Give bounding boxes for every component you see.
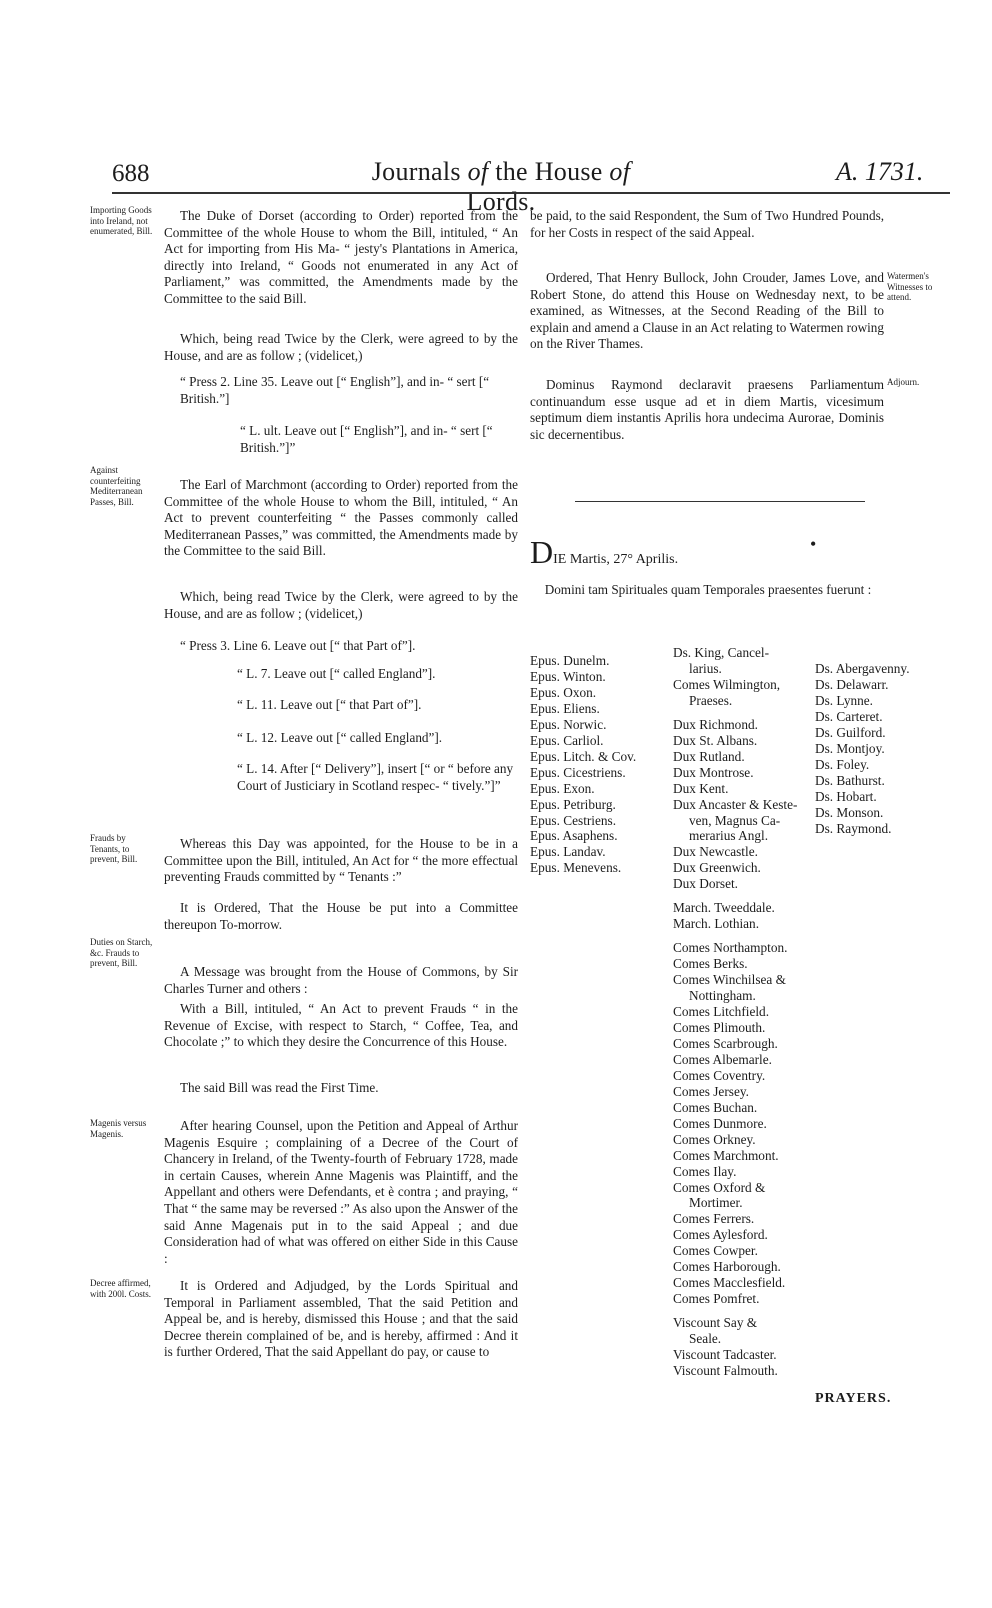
duties-read: The said Bill was read the First Time. <box>180 1080 379 1095</box>
importing-read: Which, being read Twice by the Clerk, were agreed to by the House, and are as follow ; (videlicet,) <box>164 331 518 363</box>
attendance-entry: Dux Ancaster & Keste- <box>673 796 798 812</box>
attendance-entry: Comes Harborough. <box>673 1259 781 1275</box>
attendance-entry: Comes Northampton. <box>673 940 788 956</box>
attendance-entry: March. Lothian. <box>673 916 760 932</box>
attendance-entry: Ds. Delawarr. <box>815 676 889 692</box>
attendance-entry: Epus. Asaphens. <box>530 828 618 844</box>
attendance-entry: Comes Berks. <box>673 956 748 972</box>
attendance-entry: Dux Dorset. <box>673 876 738 892</box>
attendance-entry: Ds. Monson. <box>815 804 884 820</box>
drop-cap: D <box>530 534 554 570</box>
attendance-entry: Dux Greenwich. <box>673 860 761 876</box>
attendance-entry: Ds. Foley. <box>815 756 870 772</box>
attendance-entry: Epus. Oxon. <box>530 684 597 700</box>
attendance-entry: Ds. King, Cancel- <box>673 645 770 660</box>
attendance-entry <box>673 1307 813 1315</box>
attendance-entry: Epus. Norwic. <box>530 716 607 732</box>
margin-note: Importing Goods into Ireland, not enumerated, Bill. <box>90 205 153 236</box>
attendance-heading: Domini tam Spirituales quam Temporales praesentes fuerunt : <box>544 582 872 597</box>
attendance-entry: Ds. Hobart. <box>815 788 877 804</box>
attendance-entry: Comes Ferrers. <box>673 1211 755 1227</box>
attendance-entry: Epus. Exon. <box>530 780 595 796</box>
attendance-entry: Epus. Carliol. <box>530 732 604 748</box>
catchword: PRAYERS. <box>815 1391 892 1406</box>
attendance-entry: Comes Oxford & <box>673 1179 766 1195</box>
attendance-entry: Epus. Winton. <box>530 668 606 684</box>
attendance-entry: Comes Ilay. <box>673 1163 737 1179</box>
attendance-entry: Dux St. Albans. <box>673 732 758 748</box>
title-part: of <box>602 157 631 186</box>
attendance-entry: Ds. Carteret. <box>815 708 883 724</box>
magenis-hearing: After hearing Counsel, upon the Petition and Appeal of Arthur Magenis Esquire ; complaining of a Decree of the Court of Chancery in Ireland, of the Twenty-fourth of February 1728, made in certain Causes, wherein Anne Magenis was Plaintiff, and the Appellant and others were Defendants, et è contra ; and praying, “ That “ the same may be reversed :” As also upon the Answer of the said Anne Magenais put in to the said Appeal ; and due Consideration had of what was offered on either Side in this Cause : <box>164 1118 518 1266</box>
attendance-entry: Comes Litchfield. <box>673 1004 770 1020</box>
year: A. 1731. <box>836 157 924 186</box>
attendance-entry: Dux Rutland. <box>673 748 745 764</box>
attendance-entry: Comes Pomfret. <box>673 1291 760 1307</box>
attendance-entry: Viscount Falmouth. <box>673 1362 778 1378</box>
attendance-entry: Comes Albemarle. <box>673 1051 772 1067</box>
title-part: of <box>467 157 489 186</box>
costs-continuation: be paid, to the said Respondent, the Sum of Two Hundred Pounds, for her Costs in respect of the said Appeal. <box>530 208 884 240</box>
passes-amendment: “ L. 11. Leave out [“ that Part of”]. <box>237 697 422 712</box>
attendance-entry: Seale. <box>689 1331 722 1347</box>
importing-amendment: “ Press 2. Line 35. Leave out [“ English”], and in- “ sert [“ British.”] <box>180 374 490 406</box>
attendance-entry: Epus. Landav. <box>530 844 606 860</box>
bullet-mark: • <box>810 534 817 554</box>
attendance-entry: March. Tweeddale. <box>673 900 775 916</box>
decree-ordered: It is Ordered and Adjudged, by the Lords Spiritual and Temporal in Parliament assembled, That the said Petition and Appeal be, and is hereby, dismissed this House ; and that the said Decree therein complained of be, and is hereby, affirmed : And it is further Ordered, That the said Appellant do pay, or cause to <box>164 1278 518 1360</box>
attendance-entry: Comes Dunmore. <box>673 1115 767 1131</box>
attendance-entry: Ds. Montjoy. <box>815 740 885 756</box>
margin-note: Magenis versus Magenis. <box>90 1118 147 1139</box>
watermen-order: Ordered, That Henry Bullock, John Crouder, James Love, and Robert Stone, do attend this House on Wednesday next, to be examined, as Witnesses, at the Second Reading of the Bill to explain and amend a Clause in an Act relating to Watermen rowing on the River Thames. <box>530 270 884 352</box>
nobles-list-a <box>673 645 813 1379</box>
nobles-list-b <box>815 661 945 836</box>
attendance-entry: Nottingham. <box>689 988 756 1004</box>
attendance-entry: Epus. Petriburg. <box>530 796 616 812</box>
attendance-entry: Ds. Bathurst. <box>815 772 885 788</box>
attendance-entry: Comes Aylesford. <box>673 1227 768 1243</box>
attendance-entry: Comes Wilmington, <box>673 676 781 692</box>
attendance-entry: Ds. Abergavenny. <box>815 661 910 676</box>
duties-bill: With a Bill, intituled, “ An Act to prevent Frauds “ in the Revenue of Excise, with respect to Starch, “ Coffee, Tea, and Chocolate ;” to which they desire the Concurrence of this House. <box>164 1001 518 1050</box>
attendance-entry: Mortimer. <box>689 1195 743 1211</box>
attendance-entry: Comes Cowper. <box>673 1243 758 1259</box>
margin-note: Watermen's Witnesses to attend. <box>887 271 933 302</box>
attendance-entry: Epus. Eliens. <box>530 700 600 716</box>
attendance-entry: merarius Angl. <box>689 828 769 844</box>
attendance-entry: Dux Montrose. <box>673 764 754 780</box>
attendance-entry <box>673 932 813 940</box>
passes-read: Which, being read Twice by the Clerk, were agreed to by the House, and are as follow ; (videlicet,) <box>164 589 518 621</box>
attendance-entry: Comes Macclesfield. <box>673 1275 786 1291</box>
attendance-entry <box>673 892 813 900</box>
attendance-entry: Ds. Lynne. <box>815 692 873 708</box>
day-heading <box>530 534 890 570</box>
frauds-ordered: It is Ordered, That the House be put into a Committee thereupon To-morrow. <box>164 900 518 932</box>
attendance-entry: Comes Marchmont. <box>673 1147 779 1163</box>
passes-amendment: “ L. 12. Leave out [“ called England”]. <box>237 730 443 745</box>
title-part: House <box>534 157 603 186</box>
margin-note: Frauds by Tenants, to prevent, Bill. <box>90 833 138 864</box>
attendance-entry: Ds. Guilford. <box>815 724 886 740</box>
passes-report: The Earl of Marchmont (according to Order) reported from the Committee of the whole House to whom the Bill, intituled, “ An Act to prevent counterfeiting “ the Passes commonly called Mediterranean Passes,” was committed, the Amendments made by the Committee to the said Bill. <box>164 477 518 559</box>
attendance-entry: Dux Newcastle. <box>673 844 758 860</box>
adjourn-minute: Dominus Raymond declaravit praesens Parliamentum continuandum esse usque ad et in diem Martis, vicesimum septimum diem instantis Aprilis hora undecima Aurorae, Dominis sic decernentibus. <box>530 377 884 442</box>
attendance-entry: Dux Richmond. <box>673 716 758 732</box>
attendance-entry: Epus. Litch. & Cov. <box>530 748 637 764</box>
separator-rule <box>575 501 865 502</box>
passes-amendment: “ L. 14. After [“ Delivery”], insert [“ or “ before any Court of Justiciary in Scotland respec- “ tively.”]” <box>237 761 514 793</box>
attendance-entry <box>673 709 813 717</box>
passes-amendment: “ L. 7. Leave out [“ called England”]. <box>237 666 436 681</box>
importing-report: The Duke of Dorset (according to Order) reported from the Committee of the whole House to whom the Bill, intituled, “ An Act for importing from His Ma- “ jesty's Plantations in America, directly into Ireland, “ Goods not enumerated in any Act of Parliament,” was committed, the Amendments made by the Committee to the said Bill. <box>164 208 518 306</box>
margin-note: Adjourn. <box>887 377 920 387</box>
duties-message: A Message was brought from the House of Commons, by Sir Charles Turner and others : <box>164 964 518 996</box>
title-part: the <box>488 157 535 186</box>
title-part: Journals <box>371 157 468 186</box>
importing-amendment: “ L. ult. Leave out [“ English”], and in- “ sert [“ British.”]” <box>240 423 493 455</box>
bishops-list <box>530 653 660 876</box>
attendance-entry: Comes Coventry. <box>673 1067 766 1083</box>
attendance-entry: Praeses. <box>689 692 733 708</box>
attendance-entry: Comes Buchan. <box>673 1099 758 1115</box>
attendance-entry: Epus. Dunelm. <box>530 653 610 668</box>
header-rule <box>112 192 950 194</box>
attendance-entry: Ds. Raymond. <box>815 820 892 836</box>
attendance-entry: larius. <box>689 660 722 676</box>
margin-note: Decree affirmed, with 200l. Costs. <box>90 1278 152 1299</box>
page-number: 688 <box>112 160 150 187</box>
title-part: Lords. <box>466 187 536 216</box>
attendance-entry: Dux Kent. <box>673 780 729 796</box>
attendance-entry: Comes Jersey. <box>673 1083 749 1099</box>
attendance-entry: Viscount Say & <box>673 1315 758 1331</box>
attendance-entry: Comes Orkney. <box>673 1131 756 1147</box>
attendance-entry: ven, Magnus Ca- <box>689 812 781 828</box>
margin-note: Against counterfeiting Mediterranean Passes, Bill. <box>90 465 143 507</box>
attendance-entry: Comes Scarbrough. <box>673 1035 778 1051</box>
attendance-entry: Comes Plimouth. <box>673 1019 766 1035</box>
attendance-entry: Viscount Tadcaster. <box>673 1347 777 1363</box>
attendance-entry: Epus. Cestriens. <box>530 812 617 828</box>
margin-note: Duties on Starch, &c. Frauds to prevent, Bill. <box>90 937 153 968</box>
frauds-whereas: Whereas this Day was appointed, for the House to be in a Committee upon the Bill, intituled, An Act for “ the more effectual preventing Frauds committed by “ Tenants :” <box>164 836 518 885</box>
passes-amendment: “ Press 3. Line 6. Leave out [“ that Part of”]. <box>180 638 416 653</box>
attendance-entry: Epus. Cicestriens. <box>530 764 626 780</box>
day-heading-text: IE Martis, 27° Aprilis. <box>553 552 679 567</box>
attendance-entry: Epus. Menevens. <box>530 860 622 876</box>
attendance-entry: Comes Winchilsea & <box>673 972 786 988</box>
